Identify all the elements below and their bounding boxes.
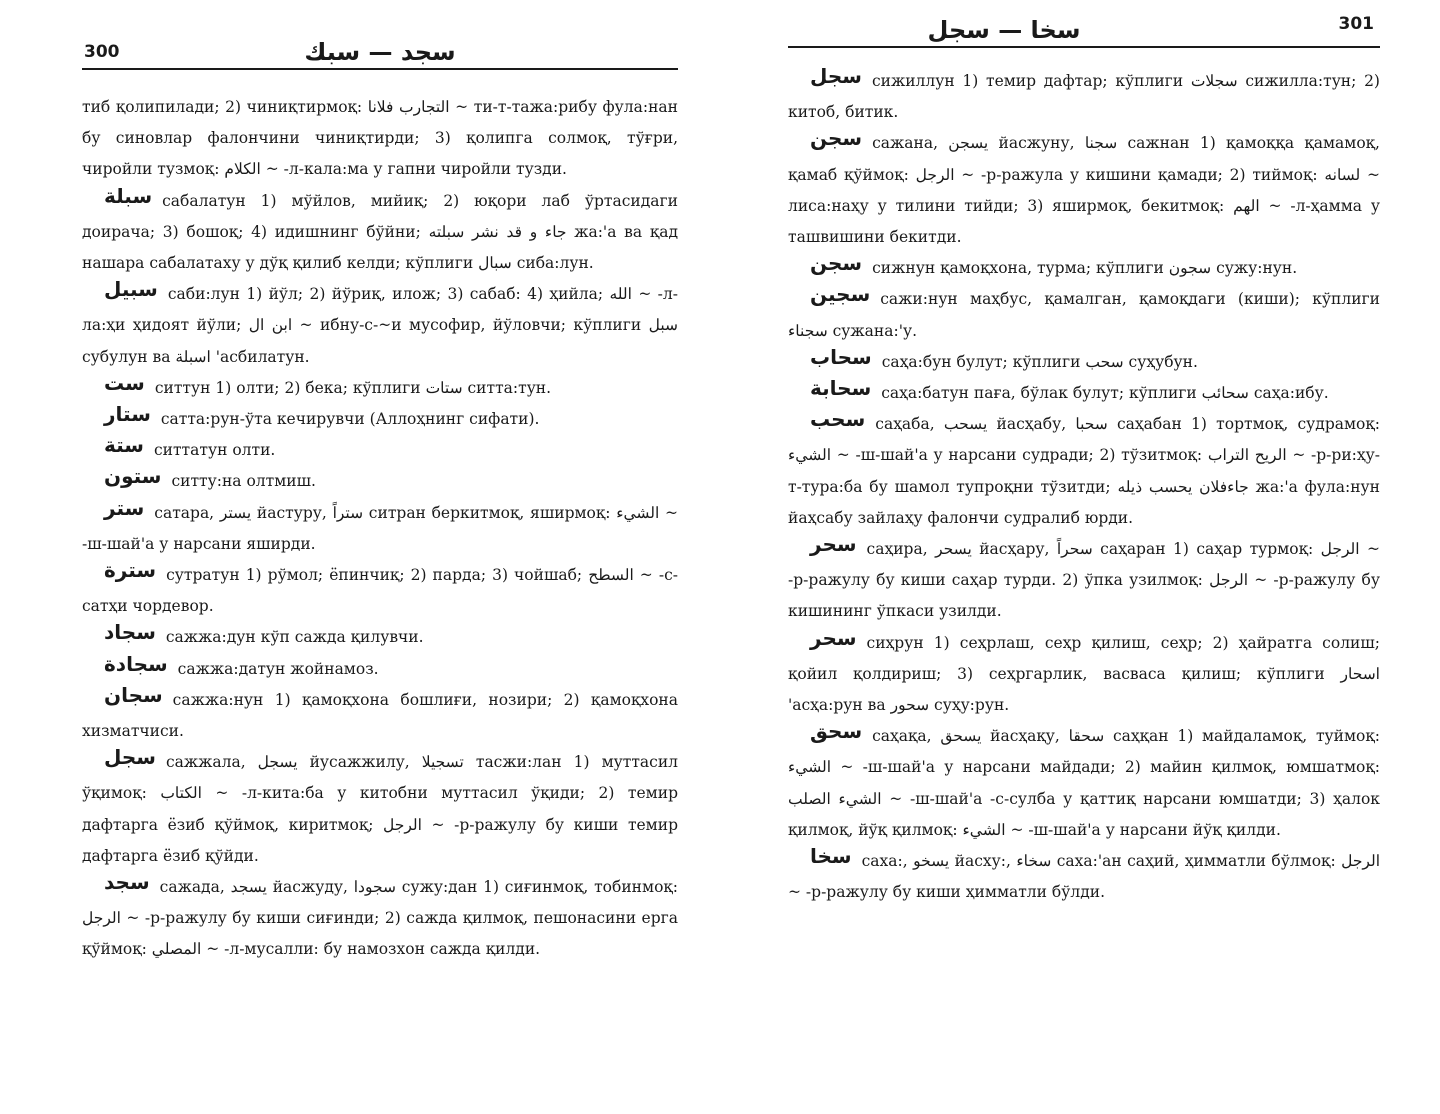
entry-definition: саҳира, يسحر йасҳару, سحراً саҳаран 1) саҳар турмоқ: الرجل ~ -р-ражулу бу киши саҳар турди. 2) ўпка узилмоқ: الرجل ~ -р-ражулу бу кишининг ўпкаси узилди.: [788, 540, 1381, 621]
dictionary-entry: [82, 622, 678, 653]
entry-definition: сатара, يستر йастуру, ستراً ситран беркитмоқ, яширмоқ: الشيء ~ -ш-шай'а у нарсани яширди.: [82, 503, 678, 553]
entry-definition: ситту:на олтмиш.: [171, 472, 316, 491]
dictionary-entry: [82, 435, 678, 466]
dictionary-entry: [82, 183, 678, 280]
entry-headword: ستار: [104, 402, 151, 427]
entry-headword: ست: [104, 370, 145, 395]
entry-definition: сажада, يسجد йасжуду, سجودا сужу:дан 1) сиғинмоқ, тобинмоқ: الرجل ~ -р-ражулу бу киши сиғинди; 2) сажда қилмоқ, пешонасини ерга қўймоқ: المصلي ~ -л-мусалли: бу намозхон сажда қилди.: [82, 878, 679, 959]
entry-definition: сажи:нун маҳбус, қамалган, қамоқдаги (киши); кўплиги سجناء сужана:'у.: [788, 290, 1380, 340]
dictionary-entry: [788, 721, 1380, 846]
left-entries: [82, 92, 678, 966]
dictionary-entry: [788, 128, 1380, 253]
dictionary-entry: [82, 682, 678, 747]
left-page-heading: سجد — سبك: [304, 38, 456, 66]
entry-headword: سحر: [810, 625, 857, 650]
entry-definition: ситтун 1) олти; 2) бека; кўплиги ستات ситта:тун.: [154, 378, 552, 397]
left-page: [82, 0, 678, 1114]
entry-headword: سجان: [104, 682, 163, 707]
entry-headword: ستر: [104, 495, 145, 520]
entry-definition: сажжала, يسجل йусажжилу, تسجيلا тасжи:лан 1) муттасил ўқимоқ: الكتاب ~ -л-кита:ба у китобни муттасил ўқиди; 2) темир дафтарга ёзиб қўймоқ, киритмоқ; الرجل ~ -р-ражулу бу киши темир дафтарга ёзиб қўйди.: [82, 753, 678, 865]
entry-headword: سجد: [104, 870, 150, 895]
entry-headword: سحاب: [810, 344, 872, 369]
dictionary-entry: [788, 534, 1380, 628]
entry-definition: сажжа:нун 1) қамоқхона бошлиғи, нозири; 2) қамоқхона хизматчиси.: [82, 690, 678, 741]
entry-definition: саҳақа, يسحق йасҳақу, سحقا саҳқан 1) майдаламоқ, туймоқ: الشيء ~ -ш-шай'а у нарсани майдади; 2) майин қилмоқ, юмшатмоқ: الشيء الصلب ~ -ш-шай'а -с-сулба у қаттиқ нарсани юмшатди; 3) ҳалок қилмоқ, йўқ қилмоқ: الشيء ~ -ш-шай'а у нарсани йўқ қилди.: [788, 727, 1380, 839]
entry-definition: саха:, يسخو йасху:, سخاء саха:'ан саҳий, ҳимматли бўлмоқ: الرجل ~ -р-ражулу бу киши ҳимматли бўлди.: [788, 852, 1380, 902]
entry-headword: سجل: [104, 745, 156, 770]
entry-headword: سجن: [810, 126, 863, 151]
dictionary-entry: [788, 846, 1380, 908]
entry-headword: سجن: [810, 251, 863, 276]
entry-headword: سحق: [810, 719, 863, 744]
entry-definition: сижнун қамоқхона, турма; кўплиги سجون сужу:нун.: [872, 259, 1298, 278]
entry-definition: сатта:рун-ўта кечирувчи (Аллоҳнинг сифати).: [160, 410, 540, 429]
entry-headword: سبلة: [104, 183, 153, 208]
dictionary-entry: [788, 409, 1380, 534]
dictionary-entry: [82, 370, 678, 404]
dictionary-entry: [82, 651, 678, 685]
entry-definition: сиҳрун 1) сеҳрлаш, сеҳр қилиш, сеҳр; 2) ҳайратга солиш; қойил қолдириш; 3) сеҳргарлик, васваса қилиш; кўплиги اسحار 'асҳа:рун ва سحور суҳу:рун.: [788, 633, 1380, 715]
dictionary-entry: [788, 344, 1380, 378]
right-page-number: 301: [1338, 14, 1374, 34]
entry-definition: сажжа:датун жойнамоз.: [177, 659, 379, 678]
entry-headword: سترة: [104, 558, 157, 583]
dictionary-entry: [82, 404, 678, 435]
entry-definition: саҳаба, يسحب йасҳабу, سحبا саҳабан 1) тортмоқ, судрамоқ: الشيء ~ -ш-шай'а у нарсани судради; 2) тўзитмоқ: الريح التراب ~ -р-ри:ҳу-т-тура:ба бу шамол тупроқни тўзитди; جاءفلان يحسب ذيله жа:'а фула:нун йаҳсабу зайлаҳу фалончи судралиб юрди.: [788, 415, 1381, 527]
dictionary-entry: [82, 279, 678, 373]
entry-definition: ситтатун олти.: [153, 441, 276, 460]
right-entries: [788, 66, 1380, 908]
left-page-number: 300: [84, 42, 120, 62]
dictionary-entry: [82, 92, 678, 186]
entry-definition: сабалатун 1) мўйлов, мийиқ; 2) юқори лаб ўртасидаги доирача; 3) бошоқ; 4) идишнинг бўйни; جاء و قد نشر سبلته жа:'а ва қад нашара сабалатаху у дўқ қилиб келди; кўплиги سبال сиба:лун.: [82, 191, 678, 273]
dictionary-entry: [82, 747, 678, 872]
entry-headword: سجادة: [104, 651, 168, 676]
right-page-heading: سخا — سجل: [927, 16, 1081, 44]
dictionary-entry: [82, 560, 678, 622]
entry-headword: سحر: [810, 532, 857, 557]
entry-headword: سجين: [810, 282, 871, 307]
entry-definition: тиб қолипилади; 2) чиниқтирмоқ: التجارب فلانا ~ ти-т-тажа:рибу фула:нан бу синовлар фалончини чиниқтирди; 3) қолипга солмоқ, тўғри, чиройли тузмоқ: الكلام ~ -л-кала:ма у гапни чиройли тузди.: [82, 98, 678, 179]
entry-headword: سخا: [810, 844, 852, 869]
entry-definition: саҳа:батун паға, бўлак булут; кўплиги سحائب саҳа:ибу.: [881, 384, 1329, 403]
dictionary-entry: [82, 495, 678, 560]
dictionary-entry: [788, 284, 1380, 346]
dictionary-entry: [788, 625, 1380, 722]
entry-headword: سحابة: [810, 376, 872, 401]
entry-definition: саби:лун 1) йўл; 2) йўриқ, илож; 3) сабаб: 4) ҳийла; الله ~ -л-ла:ҳи ҳидоят йўли; ابن ال ~ ибну-с-~и мусофир, йўловчи; кўплиги سبل субулун ва اسبلة 'асбилатун.: [82, 285, 678, 366]
entry-headword: سحب: [810, 407, 866, 432]
entry-headword: سجل: [810, 64, 862, 88]
entry-definition: сажжа:дун кўп сажда қилувчи.: [165, 628, 424, 647]
entry-headword: ستون: [104, 464, 162, 489]
dictionary-entry: [788, 253, 1380, 284]
dictionary-entry: [82, 872, 678, 966]
entry-definition: саҳа:бун булут; кўплиги سحب суҳубун.: [881, 352, 1198, 371]
dictionary-entry: [788, 66, 1380, 128]
entry-definition: сижиллун 1) темир дафтар; кўплиги سجلات сижилла:тун; 2) китоб, битик.: [788, 72, 1380, 122]
entry-headword: سبيل: [104, 277, 158, 302]
right-page-header: [788, 4, 1380, 48]
entry-headword: سجاد: [104, 620, 156, 645]
dictionary-entry: [82, 466, 678, 497]
entry-definition: сутратун 1) рўмол; ёпинчиқ; 2) парда; 3) чойшаб; السطح ~ -с-сатҳи чордевор.: [82, 566, 678, 616]
entry-definition: сажана, يسجن йасжуну, سجنا сажнан 1) қамоққа қамамоқ, қамаб қўймоқ: الرجل ~ -р-ражула у кишини қамади; 2) тиймоқ: لسانه ~ лиса:наҳу у тилини тийди; 3) яширмоқ, бекитмоқ: الهم ~ -л-ҳамма у ташвишини бекитди.: [788, 134, 1380, 247]
dictionary-entry: [788, 378, 1380, 409]
entry-headword: ستة: [104, 433, 144, 458]
right-page: [788, 0, 1380, 1114]
left-page-header: [82, 26, 678, 70]
